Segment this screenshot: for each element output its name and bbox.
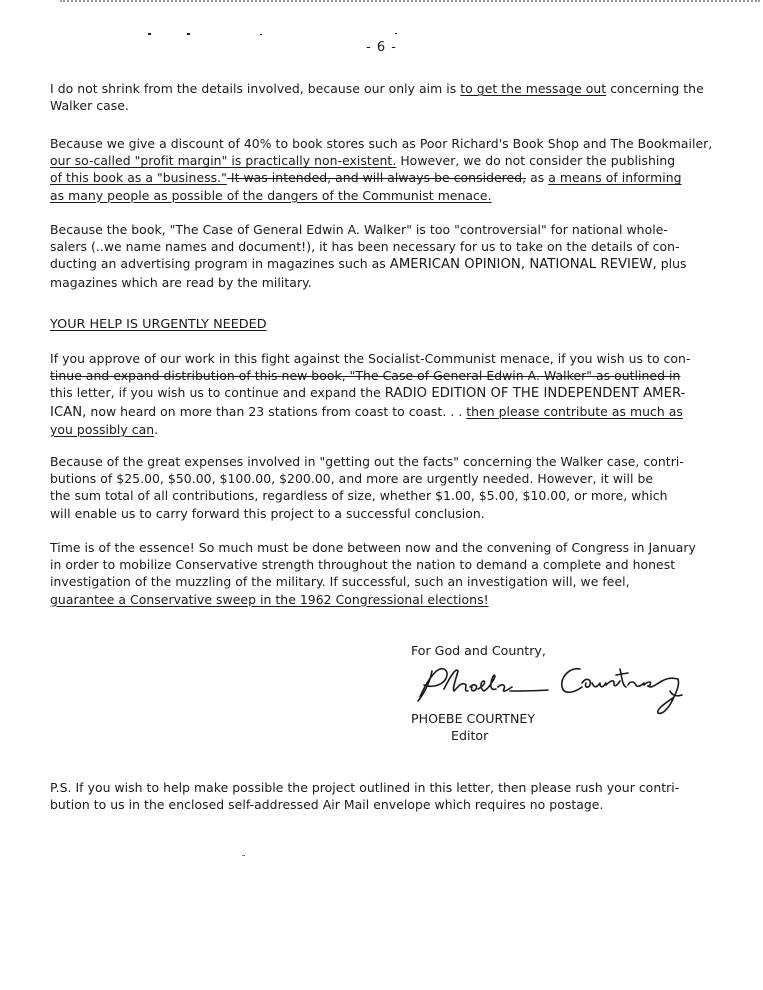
text-run: this letter, if you wish us to continue and expand the xyxy=(50,385,385,401)
underlined-phrase: then please contribute as much as xyxy=(466,403,683,419)
postscript xyxy=(50,779,730,813)
paragraph-expenses xyxy=(50,453,730,522)
text-run: concerning the xyxy=(606,81,704,96)
radio-edition-name: ICAN, xyxy=(50,404,87,420)
paragraph-discount xyxy=(50,135,730,204)
paragraph-urgency xyxy=(50,539,730,608)
paragraph-appeal xyxy=(50,350,730,438)
text-line: bution to us in the enclosed self-addressed Air Mail envelope which requires no postage. xyxy=(50,797,604,813)
page-number: - 6 - xyxy=(366,40,397,55)
text-run: ducting an advertising program in magazines such as xyxy=(50,256,390,272)
text-line: Because the book, "The Case of General Edwin A. Walker" is too "controversial" for national whole- xyxy=(50,222,668,237)
text-line xyxy=(50,384,730,402)
struck-phrase: tinue and expand distribution of this new book, "The Case of General Edwin A. Walker" as outlined in xyxy=(50,368,681,384)
section-heading: YOUR HELP IS URGENTLY NEEDED xyxy=(50,317,267,332)
text-line xyxy=(50,80,730,97)
text-run: However, we do not consider the publishing xyxy=(396,153,676,169)
text-line: salers (..we name names and document!), it has been necessary for us to take on the details of con- xyxy=(50,239,680,255)
radio-edition-name: RADIO EDITION OF THE INDEPENDENT AMER- xyxy=(384,386,686,402)
paragraph-advertising xyxy=(50,221,730,291)
text-line xyxy=(50,255,730,273)
text-line: will enable us to carry forward this project to a successful conclusion. xyxy=(50,505,485,521)
text-line xyxy=(50,591,730,608)
text-line: Because of the great expenses involved in "getting out the facts" concerning the Walker case, contri- xyxy=(50,454,684,469)
scan-speck xyxy=(187,33,190,35)
text-line xyxy=(50,152,730,169)
text-run: as xyxy=(526,170,549,186)
text-line xyxy=(50,421,730,438)
text-line: in order to mobilize Conservative strength throughout the nation to demand a complete and honest xyxy=(50,557,676,573)
underlined-phrase: of this book as a "business." xyxy=(50,170,227,186)
text-run: I do not shrink from the details involved, because our only aim is xyxy=(50,81,461,96)
underlined-phrase: you possibly can xyxy=(50,421,155,437)
underlined-phrase: to get the message out xyxy=(460,81,607,96)
top-scan-border xyxy=(60,0,760,6)
text-line xyxy=(50,367,730,384)
scan-speck xyxy=(260,34,262,35)
text-line: butions of $25.00, $50.00, $100.00, $200.00, and more are urgently needed. However, it will be xyxy=(50,471,654,487)
text-line: Walker case. xyxy=(50,98,129,114)
text-line xyxy=(50,187,730,204)
text-run: plus xyxy=(656,256,687,272)
text-run: now heard on more than 23 stations from coast to coast. . . xyxy=(86,403,467,419)
underlined-phrase: our so-called "profit margin" is practically non-existent. xyxy=(50,153,397,169)
text-line: If you approve of our work in this fight against the Socialist-Communist menace, if you wish us to con- xyxy=(50,351,691,366)
signer-title: Editor xyxy=(451,728,489,743)
text-line: investigation of the muzzling of the military. If successful, such an investigation will, we feel, xyxy=(50,574,630,590)
text-line: magazines which are read by the military. xyxy=(50,274,312,290)
struck-phrase: It was intended, and will always be considered, xyxy=(226,170,527,186)
underlined-phrase: a means of informing xyxy=(548,170,682,186)
scan-speck xyxy=(395,33,397,34)
underlined-phrase: guarantee a Conservative sweep in the 1962 Congressional elections! xyxy=(50,591,489,607)
closing-line: For God and Country, xyxy=(411,643,546,658)
text-line: the sum total of all contributions, regardless of size, whether $1.00, $5.00, $10.00, or more, which xyxy=(50,488,668,504)
text-run: . xyxy=(154,421,159,437)
scan-speck xyxy=(148,33,151,35)
text-line: P.S. If you wish to help make possible the project outlined in this letter, then please rush your contri- xyxy=(50,780,680,795)
underlined-phrase: as many people as possible of the dangers of the Communist menace. xyxy=(50,187,492,203)
text-line xyxy=(50,169,730,186)
signer-name: PHOEBE COURTNEY xyxy=(411,711,536,726)
magazine-names: AMERICAN OPINION, NATIONAL REVIEW, xyxy=(389,257,657,273)
text-line: Time is of the essence! So much must be done between now and the convening of Congress in January xyxy=(50,540,696,555)
paragraph-aim xyxy=(50,80,730,114)
scan-speck xyxy=(242,855,245,856)
text-line: Because we give a discount of 40% to book stores such as Poor Richard's Book Shop and The Bookmailer, xyxy=(50,136,713,151)
text-line xyxy=(50,403,730,421)
